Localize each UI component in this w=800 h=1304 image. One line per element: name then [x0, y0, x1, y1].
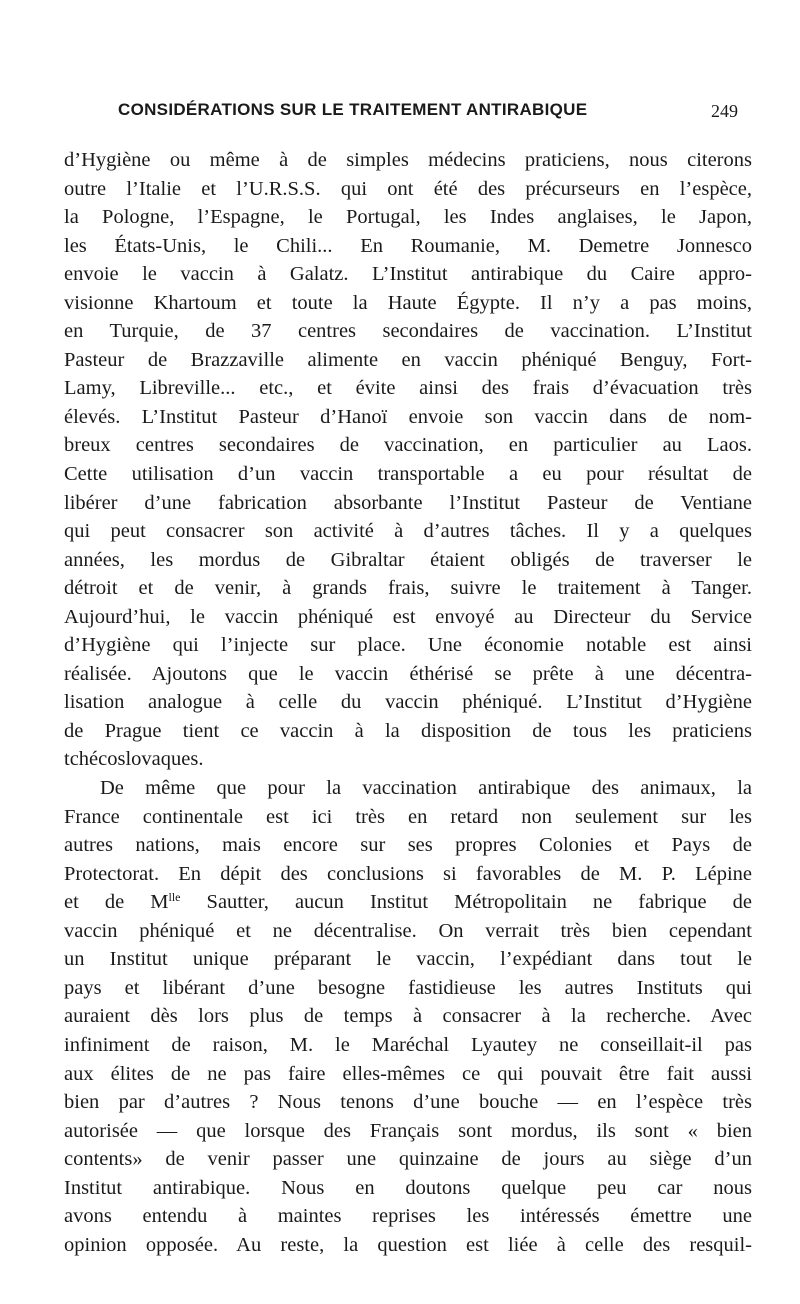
text-line: Institut antirabique. Nous en doutons quelque peu car nous [64, 1176, 752, 1199]
text-line-with-superscript [64, 888, 752, 917]
paragraph-2 [64, 774, 752, 1259]
text-line: libérer d’une fabrication absorbante l’Institut Pasteur de Ventiane [64, 491, 752, 514]
text-line: tchécoslovaques. [64, 748, 204, 771]
text-line: la Pologne, l’Espagne, le Portugal, les Indes anglaises, le Japon, [64, 206, 752, 229]
text-line: envoie le vaccin à Galatz. L’Institut antirabique du Caire appro- [64, 263, 752, 286]
text-line: contents» de venir passer une quinzaine de jours au siège d’un [64, 1148, 752, 1171]
text-line: lisation analogue à celle du vaccin phéniqué. L’Institut d’Hygiène [64, 691, 752, 714]
text-line: auraient dès lors plus de temps à consacrer à la recherche. Avec [64, 1005, 752, 1028]
text-line: années, les mordus de Gibraltar étaient obligés de traverser le [64, 548, 752, 571]
text-line: d’Hygiène ou même à de simples médecins praticiens, nous citerons [64, 149, 752, 171]
text-line: De même que pour la vaccination antirabique des animaux, la [100, 777, 752, 800]
text-line: qui peut consacrer son activité à d’autres tâches. Il y a quelques [64, 520, 752, 543]
text-line: visionne Khartoum et toute la Haute Égypte. Il n’y a pas moins, [64, 291, 752, 314]
text-line: bien par d’autres ? Nous tenons d’une bouche — en l’espèce très [64, 1091, 752, 1114]
paragraph-1 [64, 146, 752, 774]
text-line: les États-Unis, le Chili... En Roumanie, M. Demetre Jonnesco [64, 234, 752, 257]
text-line: Aujourd’hui, le vaccin phéniqué est envoyé au Directeur du Service [64, 605, 752, 628]
text-line: Protectorat. En dépit des conclusions si favorables de M. P. Lépine [64, 862, 752, 885]
text-line: de Prague tient ce vaccin à la disposition de tous les praticiens [64, 719, 752, 742]
body-text [64, 146, 752, 1259]
text-line: breux centres secondaires de vaccination, en particulier au Laos. [64, 434, 752, 457]
text-line: élevés. L’Institut Pasteur d’Hanoï envoie son vaccin dans de nom- [64, 405, 752, 428]
text-line: Lamy, Libreville... etc., et évite ainsi des frais d’évacuation très [64, 377, 752, 400]
running-title: CONSIDÉRATIONS SUR LE TRAITEMENT ANTIRABIQUE [118, 100, 588, 119]
text-line: opinion opposée. Au reste, la question est liée à celle des resquil- [64, 1233, 752, 1256]
text-line: vaccin phéniqué et ne décentralise. On verrait très bien cependant [64, 919, 752, 942]
text-line: un Institut unique préparant le vaccin, l’expédiant dans tout le [64, 948, 752, 971]
text-line: Pasteur de Brazzaville alimente en vaccin phéniqué Benguy, Fort- [64, 348, 752, 371]
line-start: et de M [64, 891, 169, 914]
page-number: 249 [711, 101, 738, 121]
text-line: autres nations, mais encore sur ses propres Colonies et Pays de [64, 834, 752, 857]
text-line: réalisée. Ajoutons que le vaccin éthérisé se prête à une décentra- [64, 662, 752, 685]
text-line: en Turquie, de 37 centres secondaires de vaccination. L’Institut [64, 320, 752, 343]
text-line: pays et libérant d’une besogne fastidieuse les autres Instituts qui [64, 976, 752, 999]
text-line: autorisée — que lorsque des Français sont mordus, ils sont « bien [64, 1119, 752, 1142]
page-header [118, 100, 738, 130]
superscript-abbreviation: lle [168, 890, 181, 905]
text-line: Cette utilisation d’un vaccin transportable a eu pour résultat de [64, 463, 752, 486]
text-line: aux élites de ne pas faire elles-mêmes ce qui pouvait être fait aussi [64, 1062, 752, 1085]
text-line: d’Hygiène qui l’injecte sur place. Une économie notable est ainsi [64, 634, 752, 657]
line-rest: Sautter, aucun Institut Métropolitain ne fabrique de [180, 891, 752, 914]
text-line: outre l’Italie et l’U.R.S.S. qui ont été des précurseurs en l’espèce, [64, 177, 752, 200]
text-line: France continentale est ici très en retard non seulement sur les [64, 805, 752, 828]
text-line: avons entendu à maintes reprises les intéressés émettre une [64, 1205, 752, 1228]
text-line: infiniment de raison, M. le Maréchal Lyautey ne conseillait-il pas [64, 1033, 752, 1056]
text-line: détroit et de venir, à grands frais, suivre le traitement à Tanger. [64, 577, 752, 600]
